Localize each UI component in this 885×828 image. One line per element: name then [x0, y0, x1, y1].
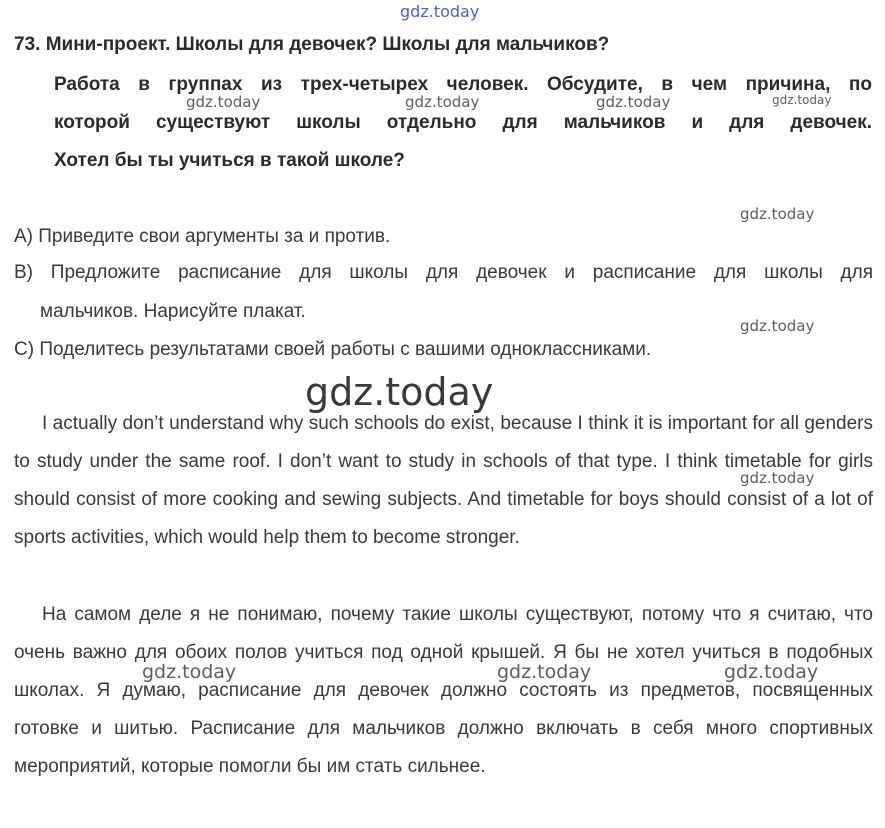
answer-english-text: I actually don’t understand why such schools do exist, because I think it is important for all genders to study under the same roof. I don’t want to study in schools of that type. I think timetable for girls should consist of more cooking and sewing subjects. And timetable for boys should consist of a lot of sports activities, which would help them to become stronger. [14, 413, 873, 548]
item-c: C) Поделитесь результатами своей работы с вашими одноклассниками. [14, 339, 652, 360]
watermark: gdz.today [724, 661, 819, 683]
item-b-continued: мальчиков. Нарисуйте плакат. [40, 301, 306, 322]
watermark: gdz.today [405, 93, 480, 111]
item-b: B) Предложите расписание для школы для девочек и расписание для школы для [14, 262, 873, 283]
task-heading [14, 34, 609, 56]
watermark: gdz.today [740, 205, 815, 223]
watermark: gdz.today [142, 661, 237, 683]
answer-russian [14, 596, 873, 786]
watermark: gdz.today [596, 93, 671, 111]
watermark: gdz.today [186, 93, 261, 111]
watermark-large: gdz.today [305, 370, 494, 414]
item-a: A) Приведите свои аргументы за и против. [14, 226, 391, 247]
task-body-line-1: Работа в группах из трех-четырех человек. Обсудите, в чем причина, по [54, 74, 872, 95]
task-title: Мини-проект. Школы для девочек? Школы для мальчиков? [45, 34, 610, 55]
task-body-line-2: которой существуют школы отдельно для мальчиков и для девочек. [54, 112, 872, 133]
answer-russian-text: На самом деле я не понимаю, почему такие школы существуют, потому что я считаю, что очень важно для обоих полов учиться под одной крышей. Я бы не хотел учиться в подобных школах. Я думаю, расписание для девочек должно состоять из предметов, посвященных готовке и шитью. Расписание для мальчиков должно включать в себя много спортивных мероприятий, которые помогли бы им стать сильнее. [14, 604, 873, 777]
watermark: gdz.today [740, 317, 815, 335]
watermark: gdz.today [497, 661, 592, 683]
watermark-top: gdz.today [400, 2, 480, 21]
watermark: gdz.today [772, 93, 832, 107]
task-body-line-3: Хотел бы ты учиться в такой школе? [54, 150, 405, 171]
task-number: 73. [14, 34, 41, 55]
watermark: gdz.today [740, 469, 815, 487]
